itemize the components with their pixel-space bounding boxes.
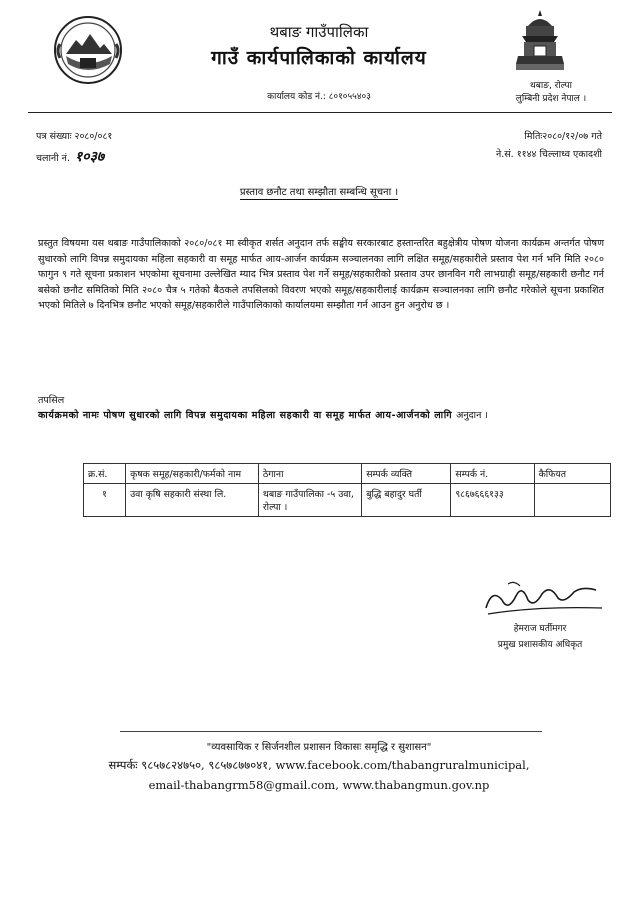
cell-contact-number: ९८६७६६६१३३ bbox=[451, 484, 534, 517]
details-label: तपसिल bbox=[38, 395, 65, 406]
col-address: ठेगाना bbox=[258, 464, 361, 484]
office-address bbox=[496, 80, 606, 106]
program-name-bold: कार्यक्रमको नामः पोषण सुधारको लागि विपन्न समुदायका महिला सहकारी वा समूह मार्फत आय-आर्जनको लागि bbox=[38, 410, 453, 421]
dispatch-number bbox=[36, 147, 104, 166]
handwritten-signature-icon bbox=[478, 578, 608, 618]
signatory-title: प्रमुख प्रशासकीय अधिकृत bbox=[497, 640, 583, 650]
footer-email: email-thabangrm58@gmail.com, www.thabangmun.gov.np bbox=[148, 778, 490, 792]
signatory-name: हेमराज घर्तीमगर bbox=[513, 624, 567, 634]
letter-date: मितिः२०८०/१२/०७ गते bbox=[524, 131, 602, 142]
cell-address: थबाङ गाउँपालिका -५ उवा, रोल्पा । bbox=[258, 484, 361, 517]
municipality-name: थबाङ गाउँपालिका bbox=[269, 23, 369, 41]
col-remarks: कैफियत bbox=[534, 464, 610, 484]
subject-text: प्रस्ताव छनौट तथा सम्झौता सम्बन्धि सूचना । bbox=[239, 187, 399, 198]
header-rule bbox=[28, 112, 612, 113]
address-line-2: लुम्बिनी प्रदेश नेपाल । bbox=[515, 94, 587, 104]
cell-serial: १ bbox=[84, 484, 126, 517]
col-contact-number: सम्पर्क नं. bbox=[451, 464, 534, 484]
table-header-row bbox=[84, 464, 611, 484]
cell-group-name: उवा कृषि सहकारी संस्था लि. bbox=[126, 484, 259, 517]
dispatch-value: १०३७ bbox=[75, 149, 105, 165]
cell-remarks bbox=[534, 484, 610, 517]
col-contact-person: सम्पर्क व्यक्ति bbox=[362, 464, 451, 484]
footer-contact: सम्पर्कः ९८५७८२४७५०, ९८५७८७७०४१, www.facebook.com/thabangruralmunicipal, bbox=[108, 758, 530, 772]
notice-subject bbox=[0, 184, 638, 198]
letter-number: पत्र संख्याः २०८०/०८१ bbox=[36, 131, 113, 142]
office-name: गाउँ कार्यपालिकाको कार्यालय bbox=[211, 47, 427, 69]
address-line-1: थबाङ, रोल्पा bbox=[530, 81, 572, 91]
nepal-sambat-date: ने.सं. ११४४ चिल्लाध्व एकादशी bbox=[495, 149, 602, 160]
footer-rule bbox=[120, 731, 542, 732]
program-name-rest: अनुदान । bbox=[456, 410, 488, 421]
office-code: कार्यालय कोड नं.: ८०१०५५४०३ bbox=[267, 92, 371, 102]
program-name bbox=[38, 409, 604, 423]
dispatch-label: चलानी नं. bbox=[36, 153, 70, 164]
selection-table bbox=[83, 463, 611, 517]
notice-body: प्रस्तुत विषयमा यस थबाङ गाउँपालिकाको २०८०/०८१ मा स्वीकृत शर्सत अनुदान तर्फ सङ्घीय सरकारबाट हस्तान्तरित बहुक्षेत्रीय पोषण योजना कार्यक्रम अन्तर्गत पोषण सुधारको लागि विपन्न समुदायका महिला सहकारी वा समूह मार्फत आय-आर्जन कार्यक्रम सञ्चालनका लागि लक्षित समूह/सहकारीले प्रस्ताव पेश गर्न भनि मिति २०८० फागुन ९ गते सूचना प्रकाशन भएकोमा सूचनामा उल्लेखित म्याद भित्र प्रस्ताव पेश गर्ने समूह/सहकारीको प्रस्ताव उपर छानविन गरी लाभग्राही समूह/सहकारी छनौट गर्न बसेको छनौट समितिको मिति २०८० चैत्र ५ गतेको बैठकले तपसिलको विवरण भएको समूह/सहकारीलाई कार्यक्रम सञ्चालनका लागि छनौट गरेकोले सूचना प्रकाशित भएको मितिले ७ दिनभित्र छनौट भएको समूह/सहकारीले गाउँपालिकाको कार्यालयमा सम्झौता गर्न आउन हुन अनुरोध छ । bbox=[38, 238, 604, 311]
table-row bbox=[84, 484, 611, 517]
col-group-name: कृषक समूह/सहकारी/फर्मको नाम bbox=[126, 464, 259, 484]
col-serial: क्र.सं. bbox=[84, 464, 126, 484]
footer-slogan: "व्यवसायिक र सिर्जनशील प्रशासन विकासः समृद्धि र सुशासन" bbox=[206, 742, 432, 753]
cell-contact-person: बुद्धि बहादुर घर्ती bbox=[362, 484, 451, 517]
